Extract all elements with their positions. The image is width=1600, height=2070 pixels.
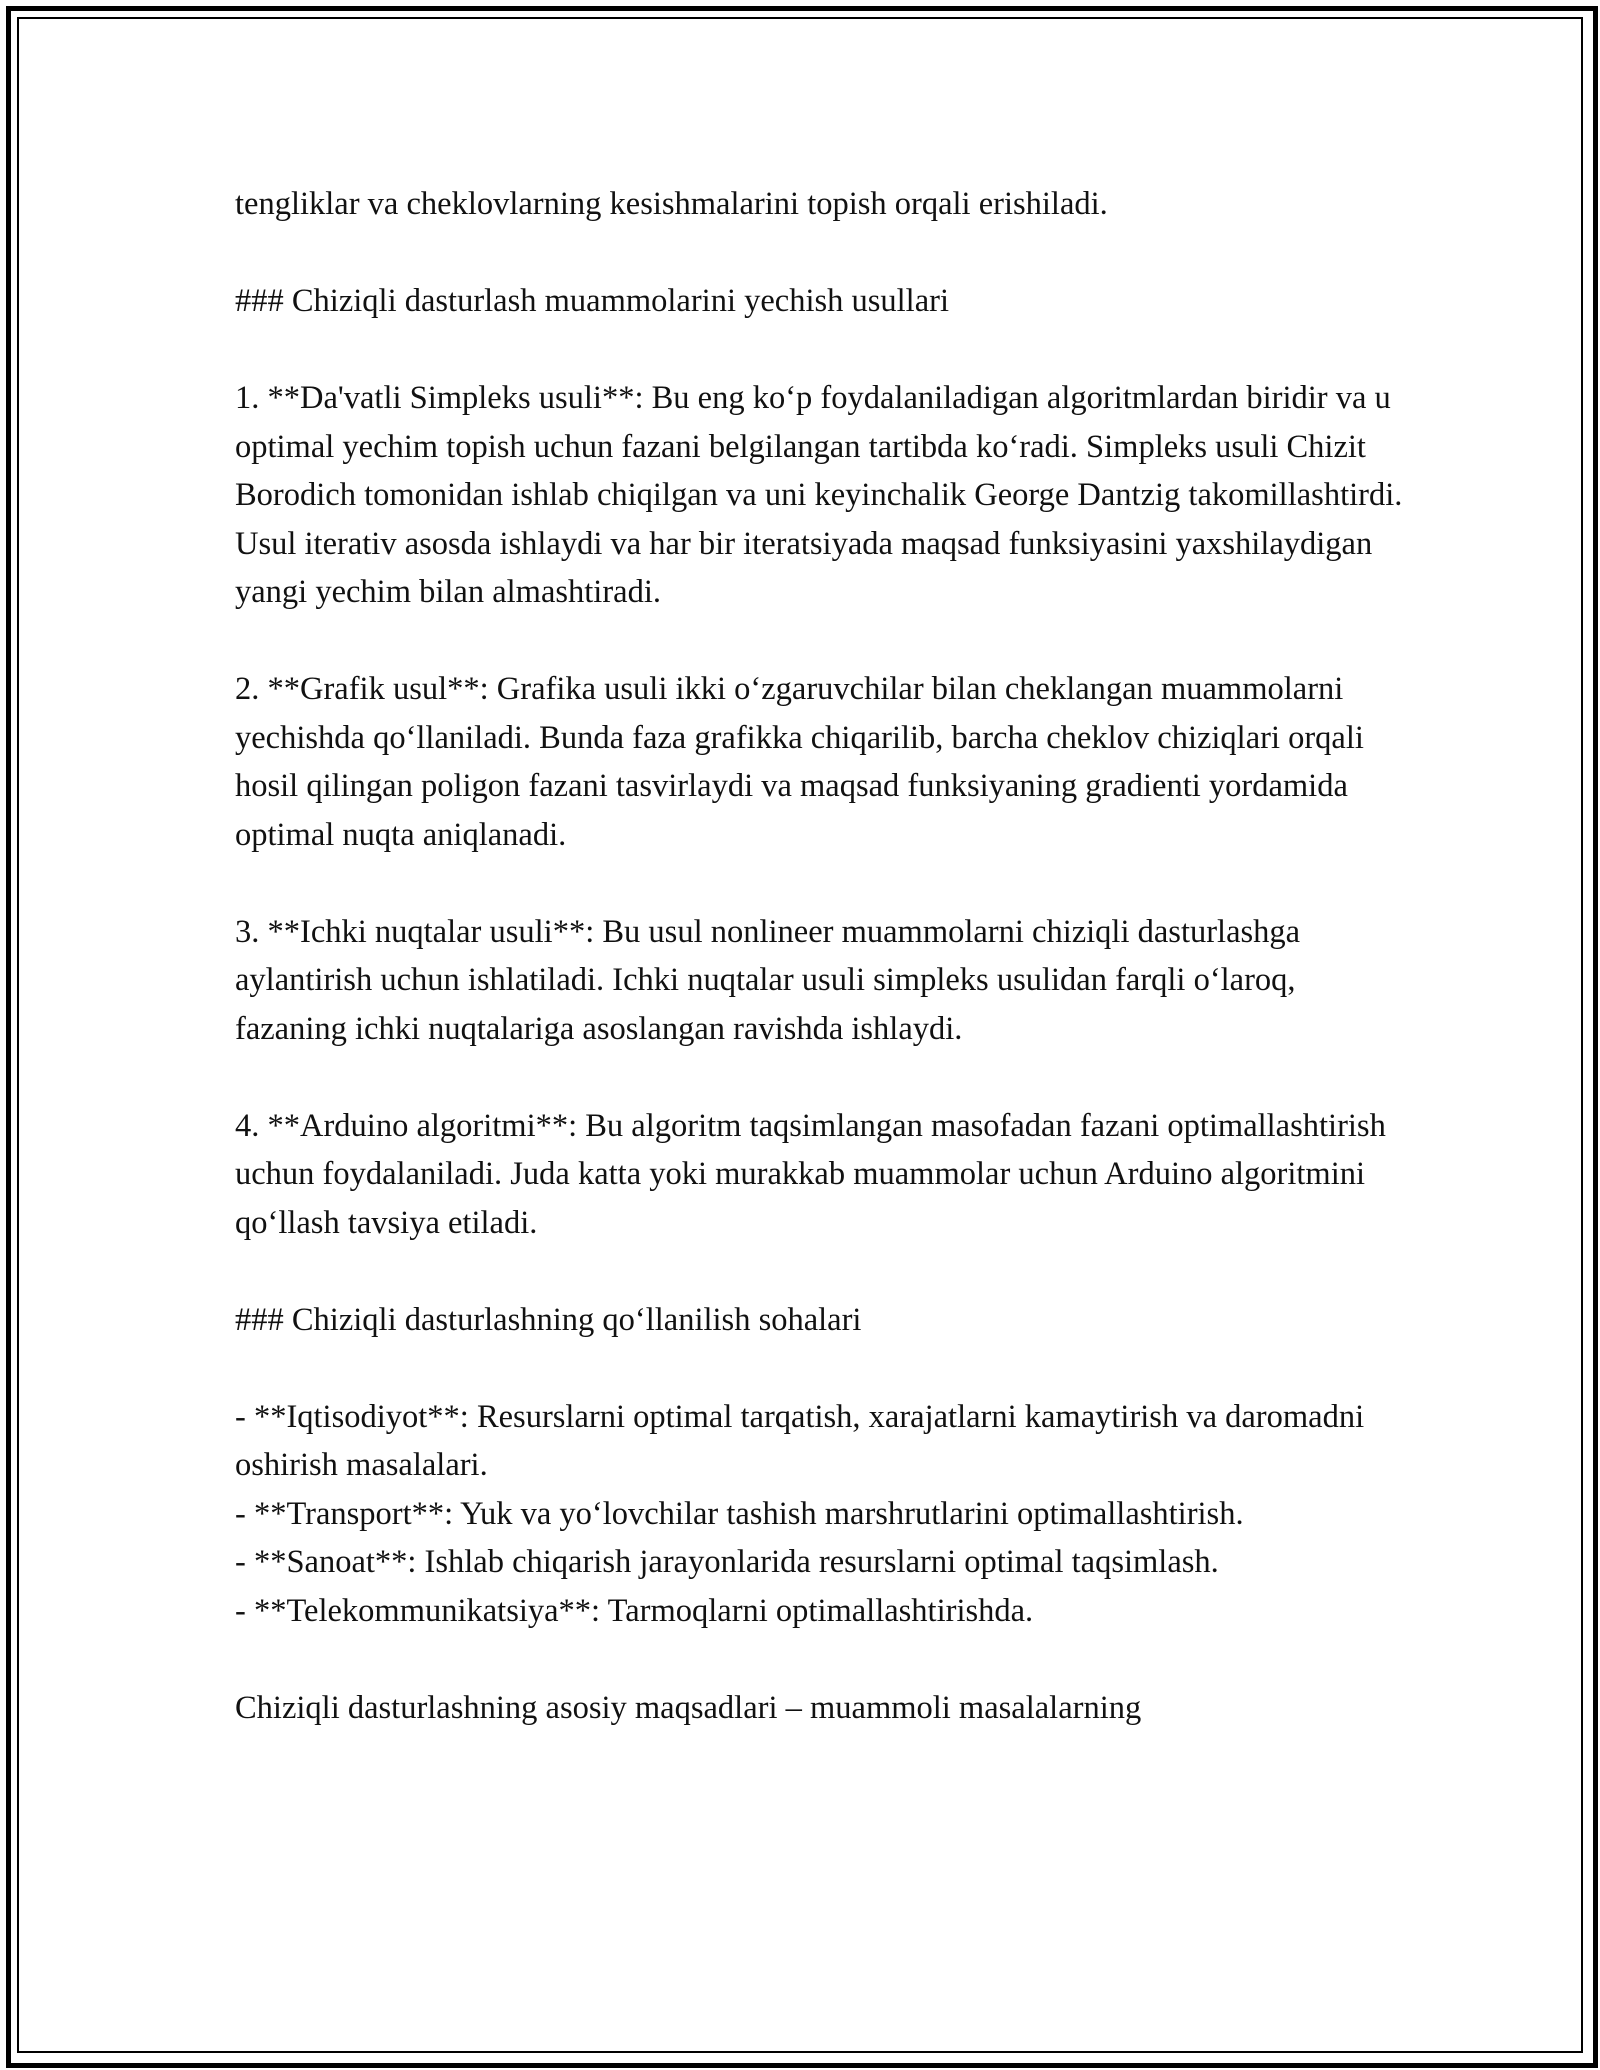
section-heading-methods: ### Chiziqli dasturlash muammolarini yechish usullari	[235, 283, 949, 319]
list-item-arduino: 4. **Arduino algoritmi**: Bu algoritm taqsimlangan masofadan fazani optimallashtirish uchun foydalaniladi. Juda katta yoki murakkab muammolar uchun Arduino algoritmini qo‘llash tavsiya etiladi.	[235, 1107, 1386, 1241]
bullet-transport: - **Transport**: Yuk va yo‘lovchilar tashish marshrutlarini optimallashtirish.	[235, 1495, 1244, 1532]
list-item-interior-point: 3. **Ichki nuqtalar usuli**: Bu usul nonlineer muammolarni chiziqli dasturlashga aylantirish uchun ishlatiladi. Ichki nuqtalar usuli simpleks usulidan farqli o‘laroq, fazaning ichki nuqtalariga asoslangan ravishda ishlaydi.	[235, 913, 1301, 1047]
list-item-simplex: 1. **Da'vatli Simpleks usuli**: Bu eng ko‘p foydalaniladigan algoritmlardan biridir va u optimal yechim topish uchun fazani belgilangan tartibda ko‘radi. Simpleks usuli Chizit Borodich tomonidan ishlab chiqilgan va uni keyinchalik George Dantzig takomillashtirdi. Usul iterativ asosda ishlaydi va har bir iteratsiyada maqsad funksiyasini yaxshilaydigan yangi yechim bilan almashtiradi.	[235, 380, 1403, 610]
list-item-graphic: 2. **Grafik usul**: Grafika usuli ikki o‘zgaruvchilar bilan cheklangan muammolarni yechishda qo‘llaniladi. Bunda faza grafikka chiqarilib, barcha cheklov chiziqlari orqali hosil qilingan poligon fazani tasvirlaydi va maqsad funksiyaning gradienti yordamida optimal nuqta aniqlanadi.	[235, 671, 1364, 853]
document-body	[235, 180, 1405, 1781]
section-heading-applications: ### Chiziqli dasturlashning qo‘llanilish sohalari	[235, 1301, 862, 1338]
bullet-telecom: - **Telekommunikatsiya**: Tarmoqlarni optimallashtirishda.	[235, 1592, 1034, 1629]
paragraph-continuation: tengliklar va cheklovlarning kesishmalarini topish orqali erishiladi.	[235, 186, 1108, 222]
bullet-economy: - **Iqtisodiyot**: Resurslarni optimal tarqatish, xarajatlarni kamaytirish va daromadni oshirish masalalari.	[235, 1398, 1365, 1483]
paragraph-final: Chiziqli dasturlashning asosiy maqsadlari – muammoli masalalarning	[235, 1689, 1142, 1726]
bullet-industry: - **Sanoat**: Ishlab chiqarish jarayonlarida resurslarni optimal taqsimlash.	[235, 1544, 1219, 1580]
